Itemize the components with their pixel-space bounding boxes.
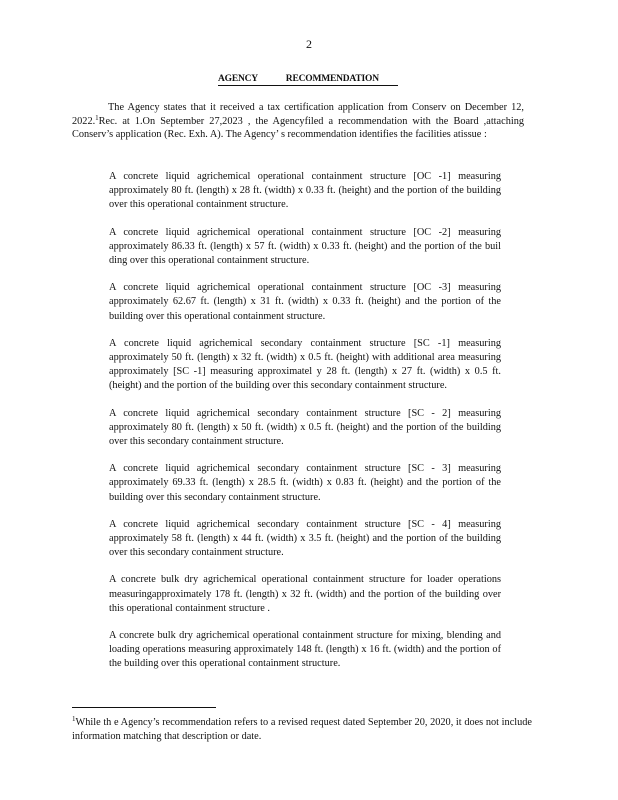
- intro-paragraph: [72, 101, 524, 142]
- facility-item-oc3: A concrete liquid agrichemical operational containment structure [OC -3] measuring approximately 62.67 ft. (length) x 31 ft. (width) x 0.33 ft. (height) and the portion of the building over this operational containment structure.: [109, 282, 501, 322]
- footnote-text: While th e Agency’s recommendation refers to a revised request dated September 20, 2020, it does not include information matching that description or date.: [72, 717, 532, 743]
- footnote-mark: 1: [72, 715, 76, 723]
- facility-item-sc2: A concrete liquid agrichemical secondary containment structure [SC - 2] measuring approximately 80 ft. (length) x 50 ft. (width) x 0.5 ft. (height) and the portion of the building over this secondary containment structure.: [109, 407, 501, 448]
- facility-item-oc2: A concrete liquid agrichemical operational containment structure [OC -2] measuring approximately 86.33 ft. (length) x 57 ft. (width) x 0.33 ft. (height) and the portion of the buil ding over this operational containment structure.: [109, 226, 501, 267]
- section-heading: AGENCY RECOMMENDATION: [218, 74, 398, 86]
- page-number: 2: [306, 37, 312, 51]
- facility-item-mixing: A concrete bulk dry agrichemical operational containment structure for mixing, blending and loading operations measuring approximately 148 ft. (length) x 16 ft. (width) and the portion of the building over this operational containment structure.: [109, 630, 501, 670]
- intro-text-part2: Rec. at 1.On September 27,2023 , the Agencyfiled a recommendation with the Board ,attaching Conserv’s application (Rec. Exh. A). The Agency’ s recommendation identifies the facilities atissue :: [72, 115, 524, 141]
- facility-list: [109, 170, 501, 685]
- footnote-separator: [72, 707, 216, 708]
- facility-item-sc3: A concrete liquid agrichemical secondary containment structure [SC - 3] measuring approximately 69.33 ft. (length) x 28.5 ft. (width) x 0.83 ft. (height) and the portion of the building over this secondary containment structure.: [109, 463, 501, 503]
- footnote-reference[interactable]: 1: [95, 113, 99, 122]
- footnote: [72, 716, 532, 744]
- intro-text-part1: The Agency states that it received a tax certification application from Conserv on December 12, 2022.: [72, 102, 524, 127]
- facility-item-sc4: A concrete liquid agrichemical secondary containment structure [SC - 4] measuring approximately 58 ft. (length) x 44 ft. (width) x 3.5 ft. (height) and the portion of the building over this secondary containment structure.: [109, 518, 501, 559]
- facility-item-loader: A concrete bulk dry agrichemical operational containment structure for loader operations measuringapproximately 178 ft. (length) x 32 ft. (width) and the portion of the building over this operational containment structure .: [109, 574, 501, 614]
- facility-item-oc1: A concrete liquid agrichemical operational containment structure [OC -1] measuring approximately 80 ft. (length) x 28 ft. (width) x 0.33 ft. (height) and the portion of the building over this operational containment structure.: [109, 171, 501, 211]
- facility-item-sc1: A concrete liquid agrichemical secondary containment structure [SC -1] measuring approximately 50 ft. (length) x 32 ft. (width) x 0.5 ft. (height) with additional area measuring approximately [SC -1] measuring approximatel y 28 ft. (length) x 27 ft. (width) x 0.5 ft. (height) and the portion of the building over this secondary containment structure.: [109, 337, 501, 392]
